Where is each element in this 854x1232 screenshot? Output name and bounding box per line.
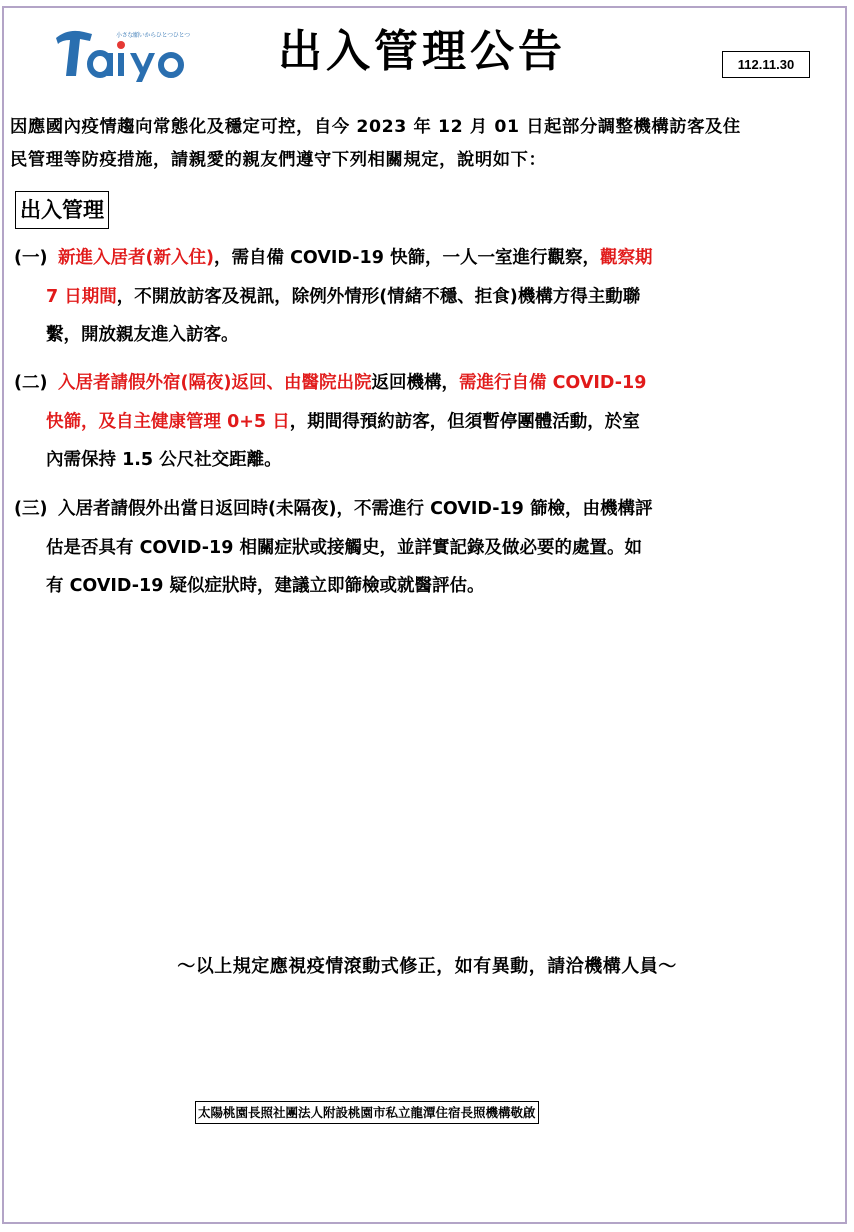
item-line [46, 403, 846, 441]
intro-paragraph [10, 111, 846, 177]
body-text: 有 COVID-19 疑似症狀時，建議立即篩檢或就醫評估。 [46, 576, 485, 596]
date-badge: 112.11.30 [722, 51, 810, 78]
item-line [46, 278, 846, 316]
highlight-text: 入居者請假外宿(隔夜)返回、由醫院出院 [58, 373, 372, 393]
rule-item-2 [14, 364, 836, 480]
body-text: 內需保持 1.5 公尺社交距離。 [46, 450, 282, 470]
body-text: 繫，開放親友進入訪客。 [46, 325, 239, 345]
taiyo-logo [54, 22, 190, 86]
item-line [58, 490, 848, 528]
item-line [46, 567, 846, 605]
body-text: 入居者請假外出當日返回時(未隔夜)，不需進行 COVID-19 篩檢，由機構評 [58, 499, 653, 519]
highlight-text: 觀察期 [599, 248, 653, 268]
rule-item-1 [14, 239, 836, 355]
item-line [46, 316, 846, 354]
item-marker: (二) [14, 373, 48, 393]
item-marker: (一) [14, 248, 48, 268]
highlight-text: 新進入居者(新入住) [58, 248, 214, 268]
rule-item-3 [14, 490, 836, 606]
highlight-text: 7 日期間 [46, 287, 117, 307]
highlight-text: 快篩，及自主健康管理 0+5 日 [46, 412, 290, 432]
body-text: ，不開放訪客及視訊，除例外情形(情緒不穩、拒食)機構方得主動聯 [116, 287, 641, 307]
body-text: ，期間得預約訪客，但須暫停團體活動，於室 [289, 412, 640, 432]
logo-tagline: 小さな願いからひとつひとつ [116, 32, 190, 39]
body-text: 返回機構， [371, 373, 459, 393]
item-line [46, 441, 846, 479]
item-line [58, 239, 848, 277]
highlight-text: 需進行自備 COVID-19 [459, 373, 647, 393]
page-title: 出入管理公告 [278, 26, 566, 77]
item-line [58, 364, 848, 402]
signature-box: 太陽桃園長照社團法人附設桃園市私立龍潭住宿長照機構敬啟 [195, 1101, 539, 1124]
intro-line-1: 因應國內疫情趨向常態化及穩定可控，自今 2023 年 12 月 01 日起部分調整機構訪客及住 [10, 117, 741, 137]
body-text: 估是否具有 COVID-19 相關症狀或接觸史，並詳實記錄及做必要的處置。如 [46, 538, 642, 558]
body-text: ，需自備 COVID-19 快篩，一人一室進行觀察， [214, 248, 600, 268]
page-border [2, 6, 847, 1224]
closing-note: ～以上規定應視疫情滾動式修正，如有異動，請洽機構人員～ [177, 956, 677, 977]
item-marker: (三) [14, 499, 48, 519]
section-title: 出入管理 [15, 191, 109, 229]
intro-line-2: 民管理等防疫措施，請親愛的親友們遵守下列相關規定，說明如下： [10, 150, 547, 170]
item-line [46, 529, 846, 567]
